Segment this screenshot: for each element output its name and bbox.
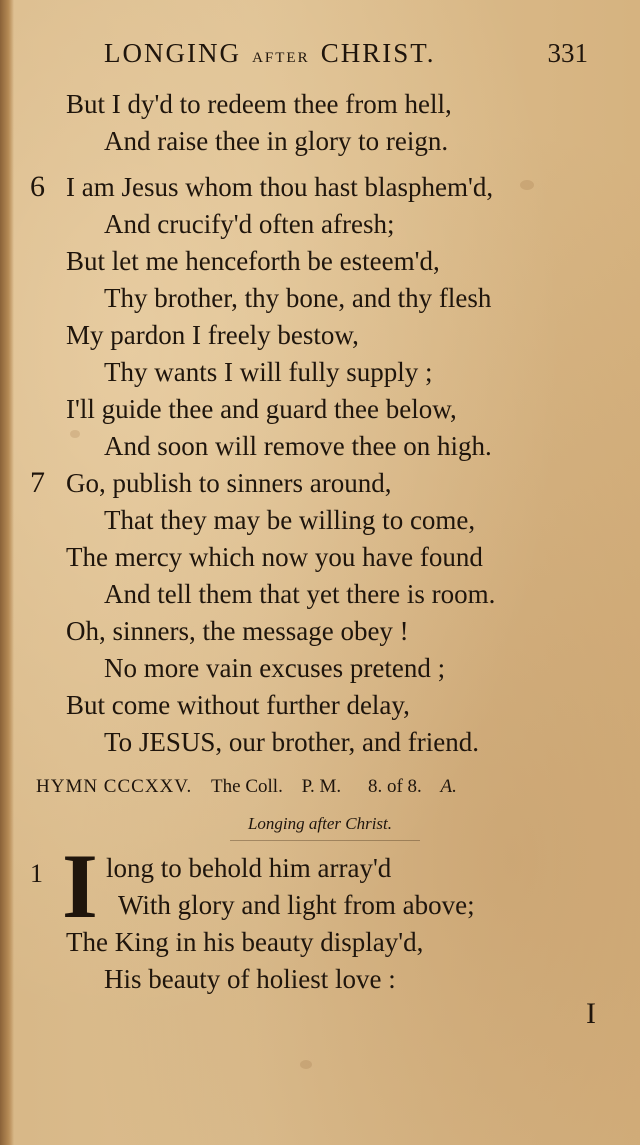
foxing-spot (300, 1060, 312, 1069)
verse-number: 1 (30, 859, 43, 888)
verse-line: Thy brother, thy bone, and thy flesh (104, 283, 492, 313)
hymn-subtitle: Longing after Christ. (247, 814, 393, 833)
running-header (104, 38, 594, 78)
verse-line: I am Jesus whom thou hast blasphem'd, (66, 172, 494, 202)
drop-cap: I (62, 835, 98, 937)
verse-number: 7 (30, 466, 45, 499)
verse-line: But come without further delay, (66, 690, 410, 720)
verse-line: But let me henceforth be esteem'd, (66, 246, 440, 276)
verse-line: The mercy which now you have found (66, 542, 483, 572)
hymn-mark: A. (440, 776, 457, 797)
header-title-small: AFTER (252, 50, 310, 66)
verse-line: My pardon I freely bestow, (66, 320, 359, 350)
verse-line: His beauty of holiest love : (104, 964, 396, 994)
foxing-spot (70, 430, 80, 438)
verse-line: And soon will remove thee on high. (104, 431, 492, 461)
foxing-spot (520, 180, 534, 190)
verse-line: And raise thee in glory to reign. (104, 126, 449, 156)
hymn-meter: P. M. (301, 776, 342, 797)
hymn-number: HYMN CCCXXV. (36, 776, 193, 797)
verse-line: With glory and light from above; (118, 890, 475, 920)
verse-line: To JESUS, our brother, and friend. (104, 727, 479, 757)
verse-line: The King in his beauty display'd, (66, 927, 424, 957)
subtitle-rule (230, 840, 420, 841)
verse-line: I'll guide thee and guard thee below, (66, 394, 457, 424)
verse-line: But I dy'd to redeem thee from hell, (66, 89, 452, 119)
verse-line: No more vain excuses pretend ; (104, 653, 446, 683)
verse-line: Thy wants I will fully supply ; (104, 357, 433, 387)
verse-line: Oh, sinners, the message obey ! (66, 616, 409, 646)
verse-line: That they may be willing to come, (104, 505, 476, 535)
verse-line: And crucify'd often afresh; (104, 209, 395, 239)
verse-line: Go, publish to sinners around, (66, 468, 392, 498)
page-gutter (0, 0, 14, 1145)
verse-number: 6 (30, 170, 45, 203)
hymn-tune: The Coll. (211, 776, 283, 797)
header-title-right: CHRIST. (320, 38, 436, 68)
hymn-heading (36, 772, 596, 802)
header-title-left: LONGING (104, 38, 241, 68)
catchword: I (586, 997, 596, 1030)
page-number: 331 (547, 38, 588, 68)
verse-line: long to behold him array'd (106, 853, 392, 883)
hymn-count: 8. of 8. (367, 776, 422, 797)
verse-line: And tell them that yet there is room. (104, 579, 496, 609)
